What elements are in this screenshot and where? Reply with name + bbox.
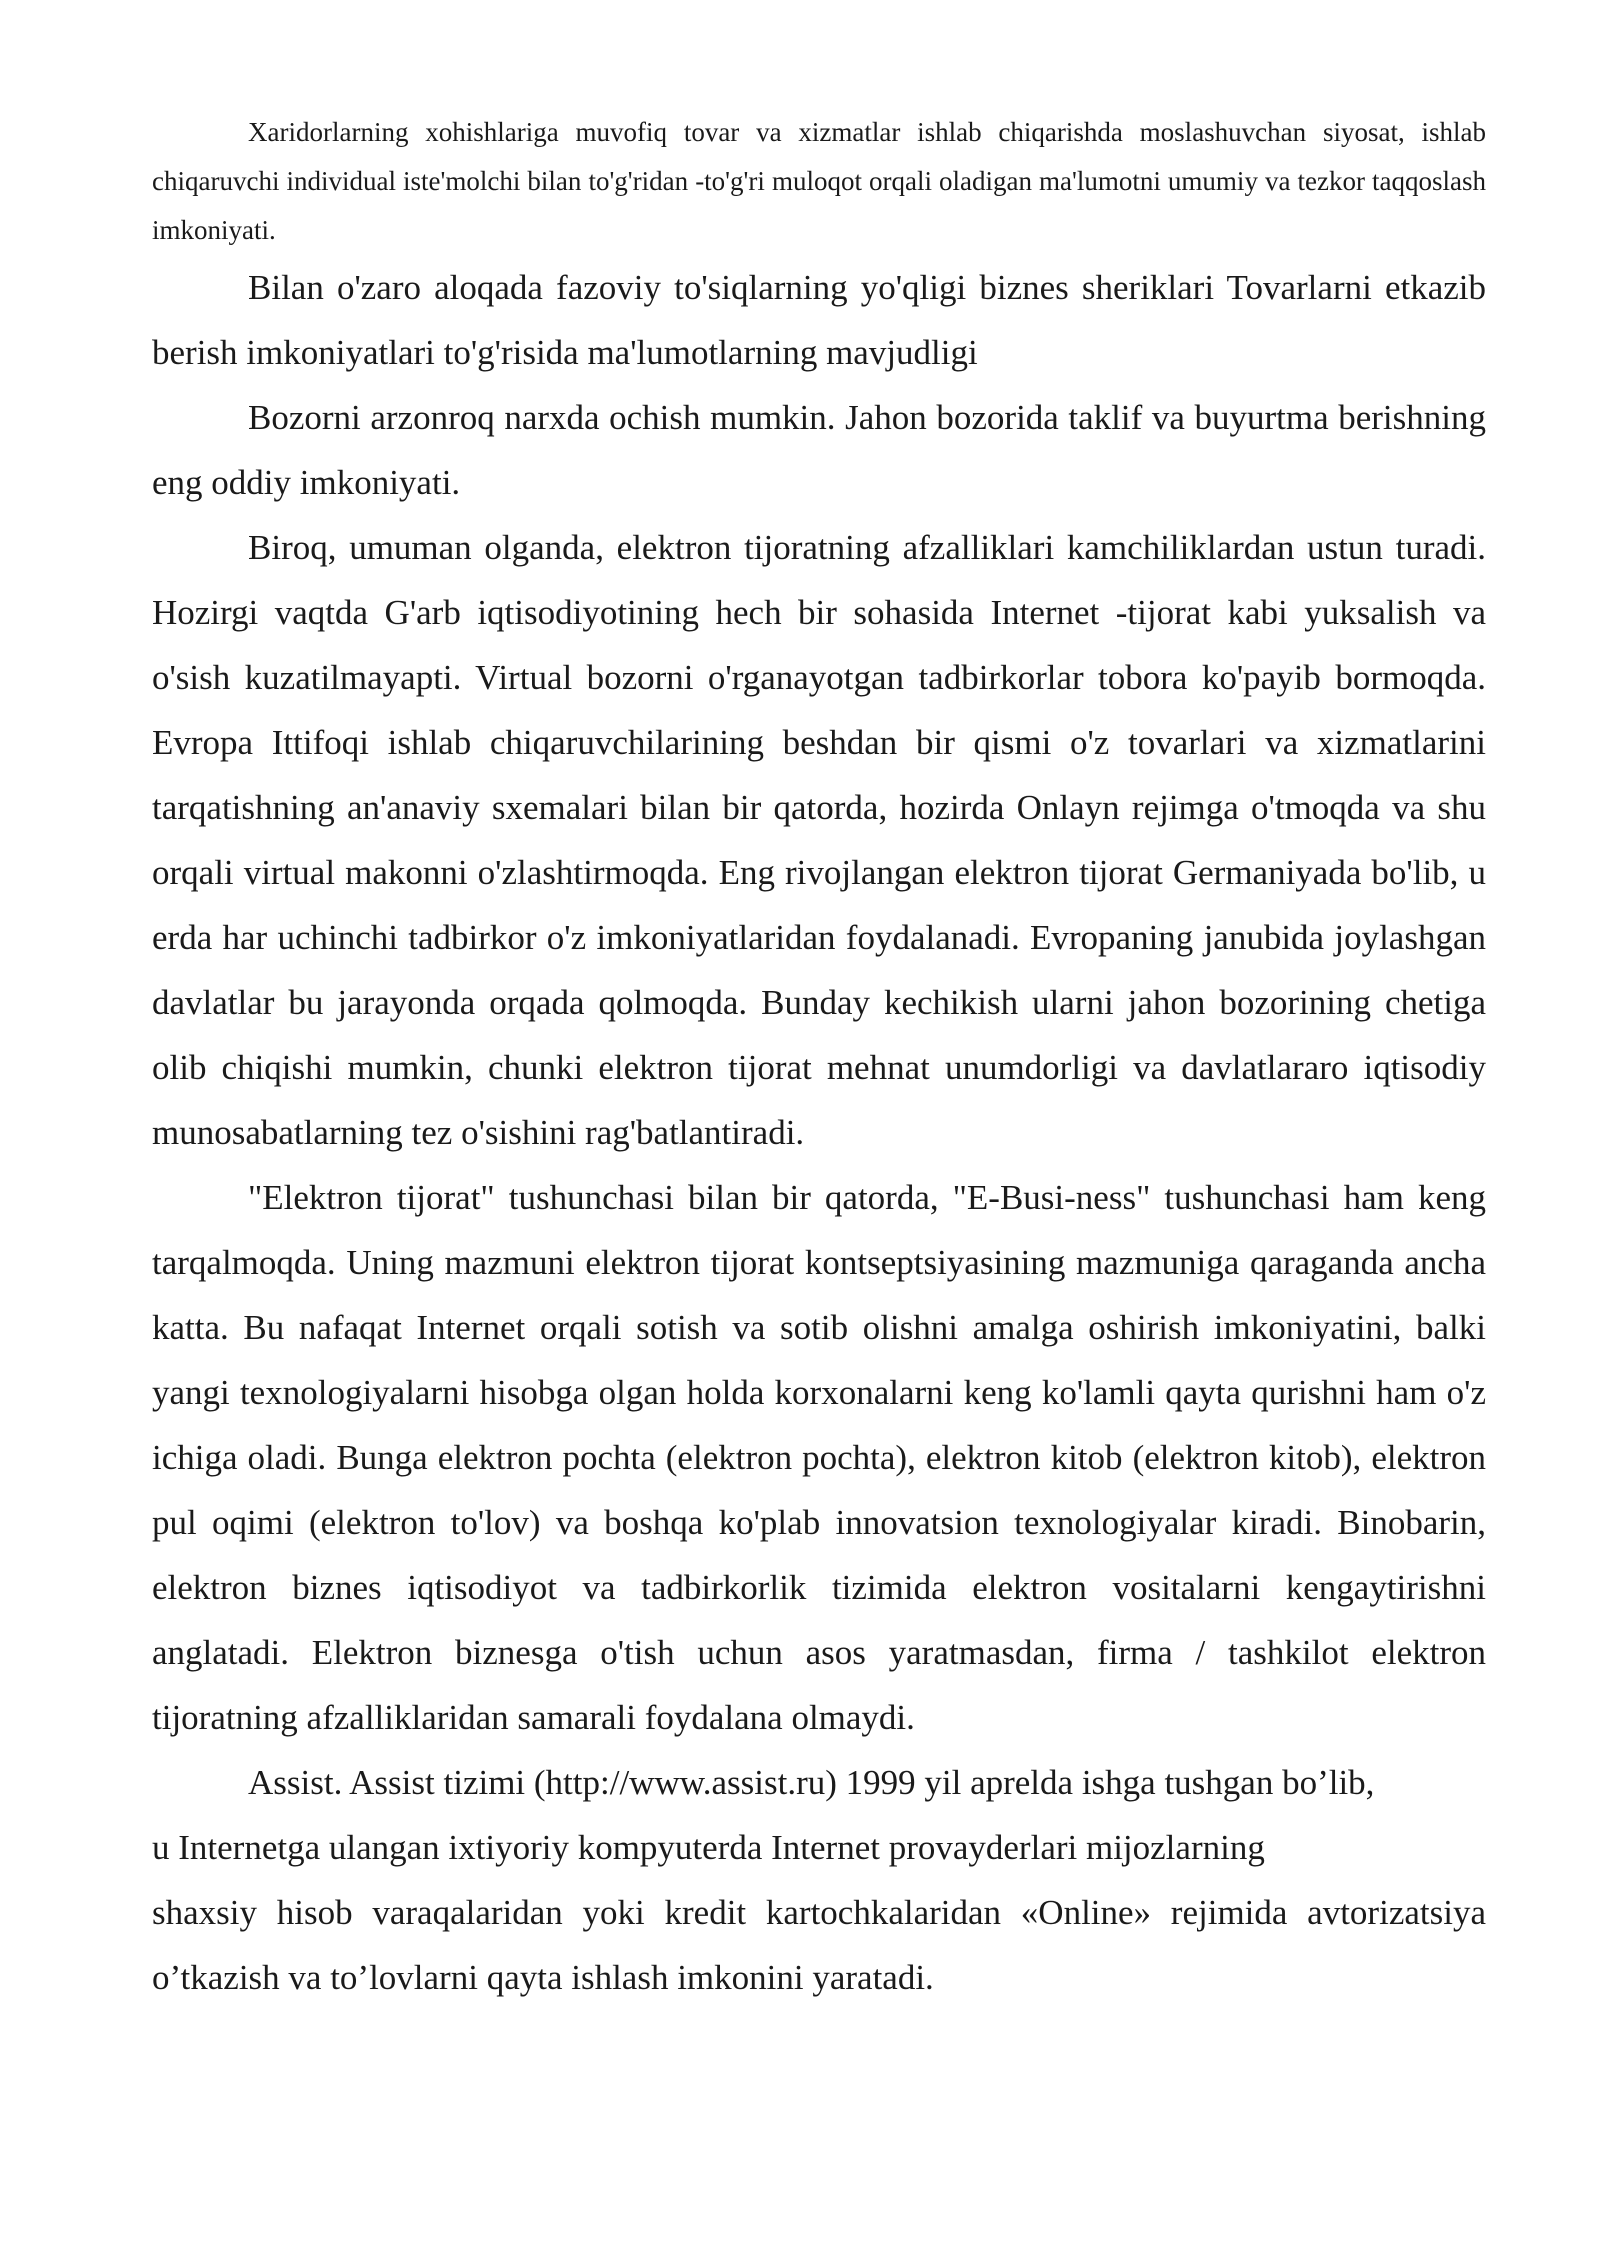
paragraph-e-business: "Elektron tijorat" tushunchasi bilan bir qatorda, "E-Busi-ness" tushunchasi ham keng tarqalmoqda. Uning mazmuni elektron tijorat kontseptsiyasining mazmuniga qaraganda ancha katta. Bu nafaqat Internet orqali sotish va sotib olishni amalga oshirish imkoniyatini, balki yangi texnologiyalarni hisobga olgan holda korxonalarni keng ko'lamli qayta qurishni ham o'z ichiga oladi. Bunga elektron pochta (elektron pochta), elektron kitob (elektron kitob), elektron pul oqimi (elektron to'lov) va boshqa ko'plab innovatsion texnologiyalar kiradi. Binobarin, elektron biznes iqtisodiyot va tadbirkorlik tizimida elektron vositalarni kengaytirishni anglatadi. Elektron biznesga o'tish uchun asos yaratmasdan, firma / tashkilot elektron tijoratning afzalliklaridan samarali foydalana olmaydi. bbox=[152, 1178, 1486, 1737]
paragraph-market-opening: Bozorni arzonroq narxda ochish mumkin. Jahon bozorida taklif va buyurtma berishning eng oddiy imkoniyati. bbox=[152, 398, 1486, 502]
paragraph-advantages: Biroq, umuman olganda, elektron tijoratning afzalliklari kamchiliklardan ustun turadi. Hozirgi vaqtda G'arb iqtisodiyotining hech bir sohasida Internet -tijorat kabi yuksalish va o'sish kuzatilmayapti. Virtual bozorni o'rganayotgan tadbirkorlar tobora ko'payib bormoqda. Evropa Ittifoqi ishlab chiqaruvchilarining beshdan bir qismi o'z tovarlari va xizmatlarini tarqatishning an'anaviy sxemalari bilan bir qatorda, hozirda Onlayn rejimga o'tmoqda va shu orqali virtual makonni o'zlashtirmoqda. Eng rivojlangan elektron tijorat Germaniyada bo'lib, u erda har uchinchi tadbirkor o'z imkoniyatlaridan foydalanadi. Evropaning janubida joylashgan davlatlar bu jarayonda orqada qolmoqda. Bunday kechikish ularni jahon bozorining chetiga olib chiqishi mumkin, chunki elektron tijorat mehnat unumdorligi va davlatlararo iqtisodiy munosabatlarning tez o'sishini rag'batlantiradi. bbox=[152, 528, 1486, 1152]
paragraph-assist-line-1: Assist. Assist tizimi (http://www.assist.ru) 1999 yil aprelda ishga tushgan bo’lib, bbox=[248, 1763, 1375, 1802]
document-body bbox=[152, 108, 1486, 2010]
paragraph-assist-line-3: shaxsiy hisob varaqalaridan yoki kredit kartochkalaridan «Online» rejimida avtorizatsiya o’tkazish va to’lovlarni qayta ishlash imkonini yaratadi. bbox=[152, 1893, 1486, 1997]
paragraph-intro: Xaridorlarning xohishlariga muvofiq tovar va xizmatlar ishlab chiqarishda moslashuvchan siyosat, ishlab chiqaruvchi individual iste'molchi bilan to'g'ridan -to'g'ri muloqot orqali oladigan ma'lumotni umumiy va tezkor taqqoslash imkoniyati. bbox=[152, 117, 1486, 245]
paragraph-spatial-barriers: Bilan o'zaro aloqada fazoviy to'siqlarning yo'qligi biznes sheriklari Tovarlarni etkazib berish imkoniyatlari to'g'risida ma'lumotlarning mavjudligi bbox=[152, 268, 1486, 372]
paragraph-assist-line-2: u Internetga ulangan ixtiyoriy kompyuterda Internet provayderlari mijozlarning bbox=[152, 1828, 1265, 1867]
